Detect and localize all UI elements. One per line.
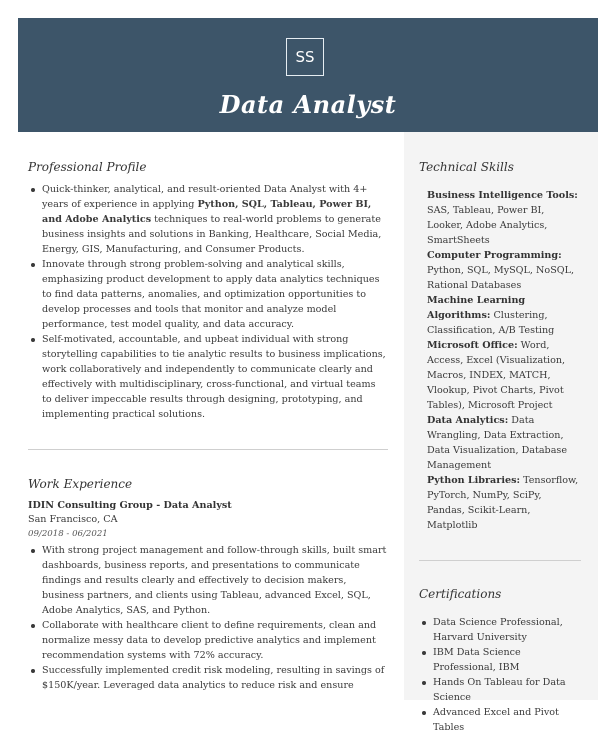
skill-item: Python Libraries: Tensorflow, PyTorch, NumPy, SciPy, Pandas, Scikit-Learn, Matplotlib — [427, 475, 579, 531]
job-dates: 09/2018 - 06/2021 — [28, 529, 108, 539]
job-title: IDIN Consulting Group - Data Analyst — [28, 500, 232, 511]
skill-item: Microsoft Office: Word, Access, Excel (Visualization, Macros, INDEX, MATCH, Vlookup, Pivot Charts, Pivot Tables), Microsoft Project — [427, 340, 566, 411]
skill-item: Data Analytics: Data Wrangling, Data Extraction, Data Visualization, Database Management — [427, 415, 568, 471]
job-bullet-list — [28, 543, 388, 693]
skill-item: Computer Programming: Python, SQL, MySQL, NoSQL, Rational Databases — [427, 250, 575, 291]
certification-item: Hands On Tableau for Data Science — [433, 675, 581, 705]
section-divider — [28, 449, 388, 450]
profile-bullet: Self-motivated, accountable, and upbeat individual with strong storytelling capabilities to tie analytic results to business implications, work collaboratively and independently to communicate clearly and effectively with multidisciplinary, cross-functional, and virtual teams to deliver impeccable results through designing, prototyping, and implementing practical solutions. — [42, 332, 388, 422]
skill-item: Business Intelligence Tools: SAS, Tableau, Power BI, Looker, Adobe Analytics, SmartSheets — [427, 190, 578, 246]
job-bullet: Successfully implemented credit risk modeling, resulting in savings of $150K/year. Leveraged data analytics to reduce risk and ensure — [42, 663, 388, 693]
profile-list — [28, 182, 388, 422]
profile-heading: Professional Profile — [28, 160, 147, 174]
profile-bullet: Innovate through strong problem-solving and analytical skills, emphasizing product development to apply data analytics techniques to find data patterns, anomalies, and optimization opportunities to develop processes and tools that monitor and analyze model performance, test model quality, and data accuracy. — [42, 257, 388, 332]
monogram-badge: SS — [286, 38, 324, 76]
certifications-list — [419, 615, 581, 735]
resume-title: Data Analyst — [219, 90, 397, 119]
sidebar-divider — [419, 560, 581, 561]
certification-item: IBM Data Science Professional, IBM — [433, 645, 581, 675]
skill-item: Machine Learning Algorithms: Clustering, Classification, A/B Testing — [427, 295, 555, 336]
job-bullet: With strong project management and follow-through skills, built smart dashboards, business reports, and presentations to communicate findings and results clearly and effectively to decision makers, business partners, and clients using Tableau, advanced Excel, SQL, Adobe Analytics, SAS, and Python. — [42, 545, 387, 616]
skills-heading: Technical Skills — [419, 160, 514, 174]
job-location: San Francisco, CA — [28, 514, 118, 525]
main-column — [28, 160, 388, 693]
certification-item: Data Science Professional, Harvard University — [433, 615, 581, 645]
certification-item: Advanced Excel and Pivot Tables — [433, 705, 581, 735]
sidebar-column — [419, 160, 581, 735]
experience-heading: Work Experience — [28, 477, 133, 491]
certifications-heading: Certifications — [419, 587, 502, 601]
job-bullet: Collaborate with healthcare client to define requirements, clean and normalize messy data to develop predictive analytics and implement recommendation systems with 72% accuracy. — [42, 618, 388, 663]
profile-bullet: Quick-thinker, analytical, and result-oriented Data Analyst with 4+ years of experience in applying Python, SQL, Tableau, Power BI, and Adobe Analytics techniques to real-world problems to generate business insights and solutions in Banking, Healthcare, Social Media, Energy, GIS, Manufacturing, and Consumer Products. — [42, 182, 388, 257]
